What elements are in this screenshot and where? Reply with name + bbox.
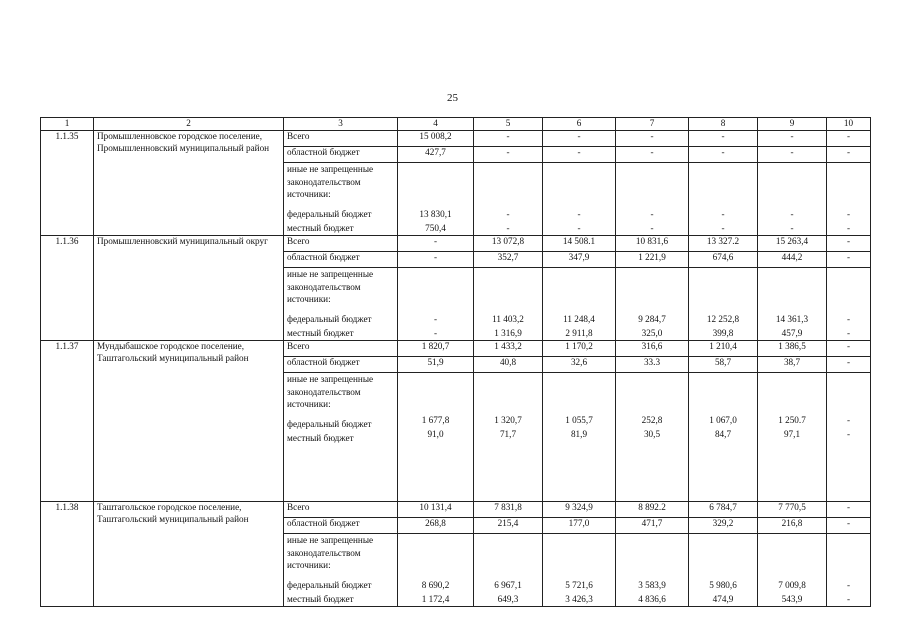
local-value: 3 426,3 — [565, 594, 593, 604]
source-label-group — [284, 163, 398, 236]
value-cell: 10 131,4 — [398, 502, 474, 518]
federal-value: 7 009,8 — [778, 580, 806, 590]
value-stack — [616, 268, 689, 341]
value-cell: 9 324,9 — [543, 502, 616, 518]
value-stack — [543, 373, 616, 502]
value-stack — [689, 373, 758, 502]
federal-value: - — [846, 580, 851, 590]
local-value: 399,8 — [712, 328, 734, 338]
value-stack — [474, 373, 543, 502]
value-cell: 7 770,5 — [758, 502, 827, 518]
federal-value: 1 677,8 — [421, 415, 450, 425]
value-cell: 40,8 — [474, 357, 543, 373]
local-budget-label: местный бюджет — [287, 432, 354, 443]
federal-value: - — [846, 415, 851, 425]
column-header: 4 — [398, 118, 474, 131]
value-stack — [543, 268, 616, 341]
local-value: 71,7 — [499, 429, 517, 439]
value-cell: - — [827, 131, 871, 147]
value-cell: - — [827, 147, 871, 163]
value-stack — [474, 163, 543, 236]
value-cell: 14 508.1 — [543, 236, 616, 252]
column-header: 6 — [543, 118, 616, 131]
source-label-group — [284, 534, 398, 607]
value-cell: 1 210,4 — [689, 341, 758, 357]
local-value: 750,4 — [425, 223, 446, 233]
local-value: - — [577, 223, 581, 233]
other-sources-label: иные не запрещенные законодательством источники: — [287, 164, 374, 199]
column-header: 3 — [284, 118, 398, 131]
spacer — [287, 445, 394, 489]
row-code: 1.1.37 — [41, 341, 94, 502]
value-cell: - — [827, 252, 871, 268]
other-sources-label: иные не запрещенные законодательством источники: — [287, 269, 374, 304]
value-stack — [758, 163, 827, 236]
row-code: 1.1.35 — [41, 131, 94, 236]
local-value: 4 836,6 — [638, 594, 666, 604]
row-code: 1.1.36 — [41, 236, 94, 341]
federal-value: - — [577, 209, 581, 219]
value-stack — [827, 373, 871, 502]
page-number: 25 — [447, 92, 458, 104]
value-cell: 215,4 — [474, 518, 543, 534]
federal-value: 8 690,2 — [421, 580, 450, 590]
value-cell: - — [689, 131, 758, 147]
source-label-group — [284, 373, 398, 502]
value-stack — [827, 534, 871, 607]
value-cell: 352,7 — [474, 252, 543, 268]
federal-value: 1 067,0 — [709, 415, 737, 425]
local-value: 2 911,8 — [565, 328, 593, 338]
source-label-group — [284, 268, 398, 341]
value-stack — [543, 534, 616, 607]
value-cell: 6 784,7 — [689, 502, 758, 518]
local-budget-label: местный бюджет — [287, 593, 354, 604]
value-stack — [474, 534, 543, 607]
value-stack — [616, 534, 689, 607]
source-label: областной бюджет — [284, 357, 398, 373]
federal-value: - — [506, 209, 510, 219]
value-stack — [398, 268, 474, 341]
federal-value: 12 252,8 — [706, 314, 740, 324]
local-value: - — [790, 223, 794, 233]
federal-value: 3 583,9 — [638, 580, 666, 590]
local-value: 30,5 — [643, 429, 661, 439]
local-value: - — [650, 223, 654, 233]
local-value: 81,9 — [570, 429, 588, 439]
value-stack — [758, 373, 827, 502]
value-cell: 427,7 — [398, 147, 474, 163]
value-cell: 33.3 — [616, 357, 689, 373]
federal-value: 13 830,1 — [419, 209, 452, 219]
value-cell: - — [616, 147, 689, 163]
value-cell: 444,2 — [758, 252, 827, 268]
value-stack — [543, 163, 616, 236]
value-cell: 1 221,9 — [616, 252, 689, 268]
value-cell: 13 327.2 — [689, 236, 758, 252]
source-label: Всего — [284, 131, 398, 147]
federal-budget-label: федеральный бюджет — [287, 313, 372, 324]
value-cell: 7 831,8 — [474, 502, 543, 518]
value-cell: 1 170,2 — [543, 341, 616, 357]
federal-value: - — [790, 209, 794, 219]
column-header: 5 — [474, 118, 543, 131]
other-sources-label: иные не запрещенные законодательством источники: — [287, 374, 374, 409]
local-value: - — [721, 223, 725, 233]
local-value: 97,1 — [783, 429, 801, 439]
local-value: 543,9 — [781, 594, 803, 604]
value-stack — [758, 534, 827, 607]
local-value: - — [846, 223, 851, 233]
local-value: 325,0 — [641, 328, 663, 338]
value-cell: 13 072,8 — [474, 236, 543, 252]
table-row-total — [41, 341, 871, 357]
value-stack — [616, 163, 689, 236]
value-stack — [474, 268, 543, 341]
budget-table — [40, 117, 871, 607]
value-cell: 1 433,2 — [474, 341, 543, 357]
value-cell: 471,7 — [616, 518, 689, 534]
value-cell: - — [827, 357, 871, 373]
value-cell: 316,6 — [616, 341, 689, 357]
value-cell: - — [827, 236, 871, 252]
value-cell: - — [398, 236, 474, 252]
table-row-total — [41, 502, 871, 518]
local-value: 84,7 — [714, 429, 732, 439]
federal-budget-label: федеральный бюджет — [287, 418, 372, 429]
other-sources-label: иные не запрещенные законодательством источники: — [287, 535, 374, 570]
local-value: - — [846, 594, 851, 604]
value-cell: - — [827, 341, 871, 357]
federal-value: 11 403,2 — [492, 314, 524, 324]
local-value: 649,3 — [497, 594, 519, 604]
local-value: 1 172,4 — [421, 594, 450, 604]
federal-value: 6 967,1 — [494, 580, 522, 590]
federal-value: - — [846, 209, 851, 219]
value-cell: 15 263,4 — [758, 236, 827, 252]
local-value: 457,9 — [781, 328, 803, 338]
value-cell: - — [474, 131, 543, 147]
header-row — [41, 118, 871, 131]
source-label: областной бюджет — [284, 252, 398, 268]
value-cell: - — [398, 252, 474, 268]
value-stack — [689, 534, 758, 607]
federal-value: - — [433, 314, 438, 324]
value-cell: 58,7 — [689, 357, 758, 373]
value-stack — [827, 268, 871, 341]
local-value: 474,9 — [712, 594, 734, 604]
federal-value: 5 980,6 — [709, 580, 737, 590]
column-header: 10 — [827, 118, 871, 131]
row-name: Промышленновское городское поселение, Промышленновский муниципальный район — [94, 131, 284, 236]
table-row-total — [41, 131, 871, 147]
row-name: Таштагольское городское поселение, Таштагольский муниципальный район — [94, 502, 284, 607]
source-label: Всего — [284, 236, 398, 252]
federal-value: 1 250.7 — [778, 415, 806, 425]
local-value: - — [433, 328, 438, 338]
federal-value: 11 248,4 — [563, 314, 595, 324]
value-cell: 347,9 — [543, 252, 616, 268]
value-stack — [398, 534, 474, 607]
value-stack — [758, 268, 827, 341]
value-cell: - — [827, 502, 871, 518]
value-cell: 8 892.2 — [616, 502, 689, 518]
row-code: 1.1.38 — [41, 502, 94, 607]
federal-value: - — [721, 209, 725, 219]
federal-value: 14 361,3 — [775, 314, 809, 324]
value-cell: - — [474, 147, 543, 163]
value-cell: 10 831,6 — [616, 236, 689, 252]
local-budget-label: местный бюджет — [287, 327, 354, 338]
value-stack — [689, 268, 758, 341]
value-stack — [827, 163, 871, 236]
value-cell: - — [543, 131, 616, 147]
federal-value: 1 055,7 — [565, 415, 593, 425]
federal-value: 9 284,7 — [638, 314, 666, 324]
column-header: 9 — [758, 118, 827, 131]
value-stack — [616, 373, 689, 502]
row-name: Промышленновский муниципальный округ — [94, 236, 284, 341]
value-cell: 177,0 — [543, 518, 616, 534]
federal-value: 1 320,7 — [494, 415, 522, 425]
value-cell: - — [827, 518, 871, 534]
value-cell: 15 008,2 — [398, 131, 474, 147]
source-label: Всего — [284, 502, 398, 518]
value-cell: 38,7 — [758, 357, 827, 373]
value-stack — [398, 163, 474, 236]
source-label: областной бюджет — [284, 147, 398, 163]
value-cell: - — [543, 147, 616, 163]
federal-budget-label: федеральный бюджет — [287, 208, 372, 219]
local-value: 1 316,9 — [494, 328, 522, 338]
federal-budget-label: федеральный бюджет — [287, 579, 372, 590]
value-cell: 1 820,7 — [398, 341, 474, 357]
federal-value: - — [650, 209, 654, 219]
local-value: - — [846, 328, 851, 338]
column-header: 2 — [94, 118, 284, 131]
value-cell: - — [758, 131, 827, 147]
value-cell: - — [758, 147, 827, 163]
local-value: 91,0 — [427, 429, 444, 439]
federal-value: 5 721,6 — [565, 580, 593, 590]
value-cell: 216,8 — [758, 518, 827, 534]
value-stack — [689, 163, 758, 236]
value-cell: 674,6 — [689, 252, 758, 268]
value-stack — [398, 373, 474, 502]
row-name: Мундыбашское городское поселение, Таштагольский муниципальный район — [94, 341, 284, 502]
source-label: областной бюджет — [284, 518, 398, 534]
value-cell: - — [689, 147, 758, 163]
value-cell: 51,9 — [398, 357, 474, 373]
local-value: - — [846, 429, 851, 439]
column-header: 8 — [689, 118, 758, 131]
table-row-total — [41, 236, 871, 252]
value-cell: 1 386,5 — [758, 341, 827, 357]
column-header: 1 — [41, 118, 94, 131]
source-label: Всего — [284, 341, 398, 357]
local-value: - — [506, 223, 510, 233]
federal-value: 252,8 — [641, 415, 663, 425]
local-budget-label: местный бюджет — [287, 222, 354, 233]
value-cell: - — [616, 131, 689, 147]
column-header: 7 — [616, 118, 689, 131]
value-cell: 268,8 — [398, 518, 474, 534]
federal-value: - — [846, 314, 851, 324]
value-cell: 32,6 — [543, 357, 616, 373]
value-cell: 329,2 — [689, 518, 758, 534]
